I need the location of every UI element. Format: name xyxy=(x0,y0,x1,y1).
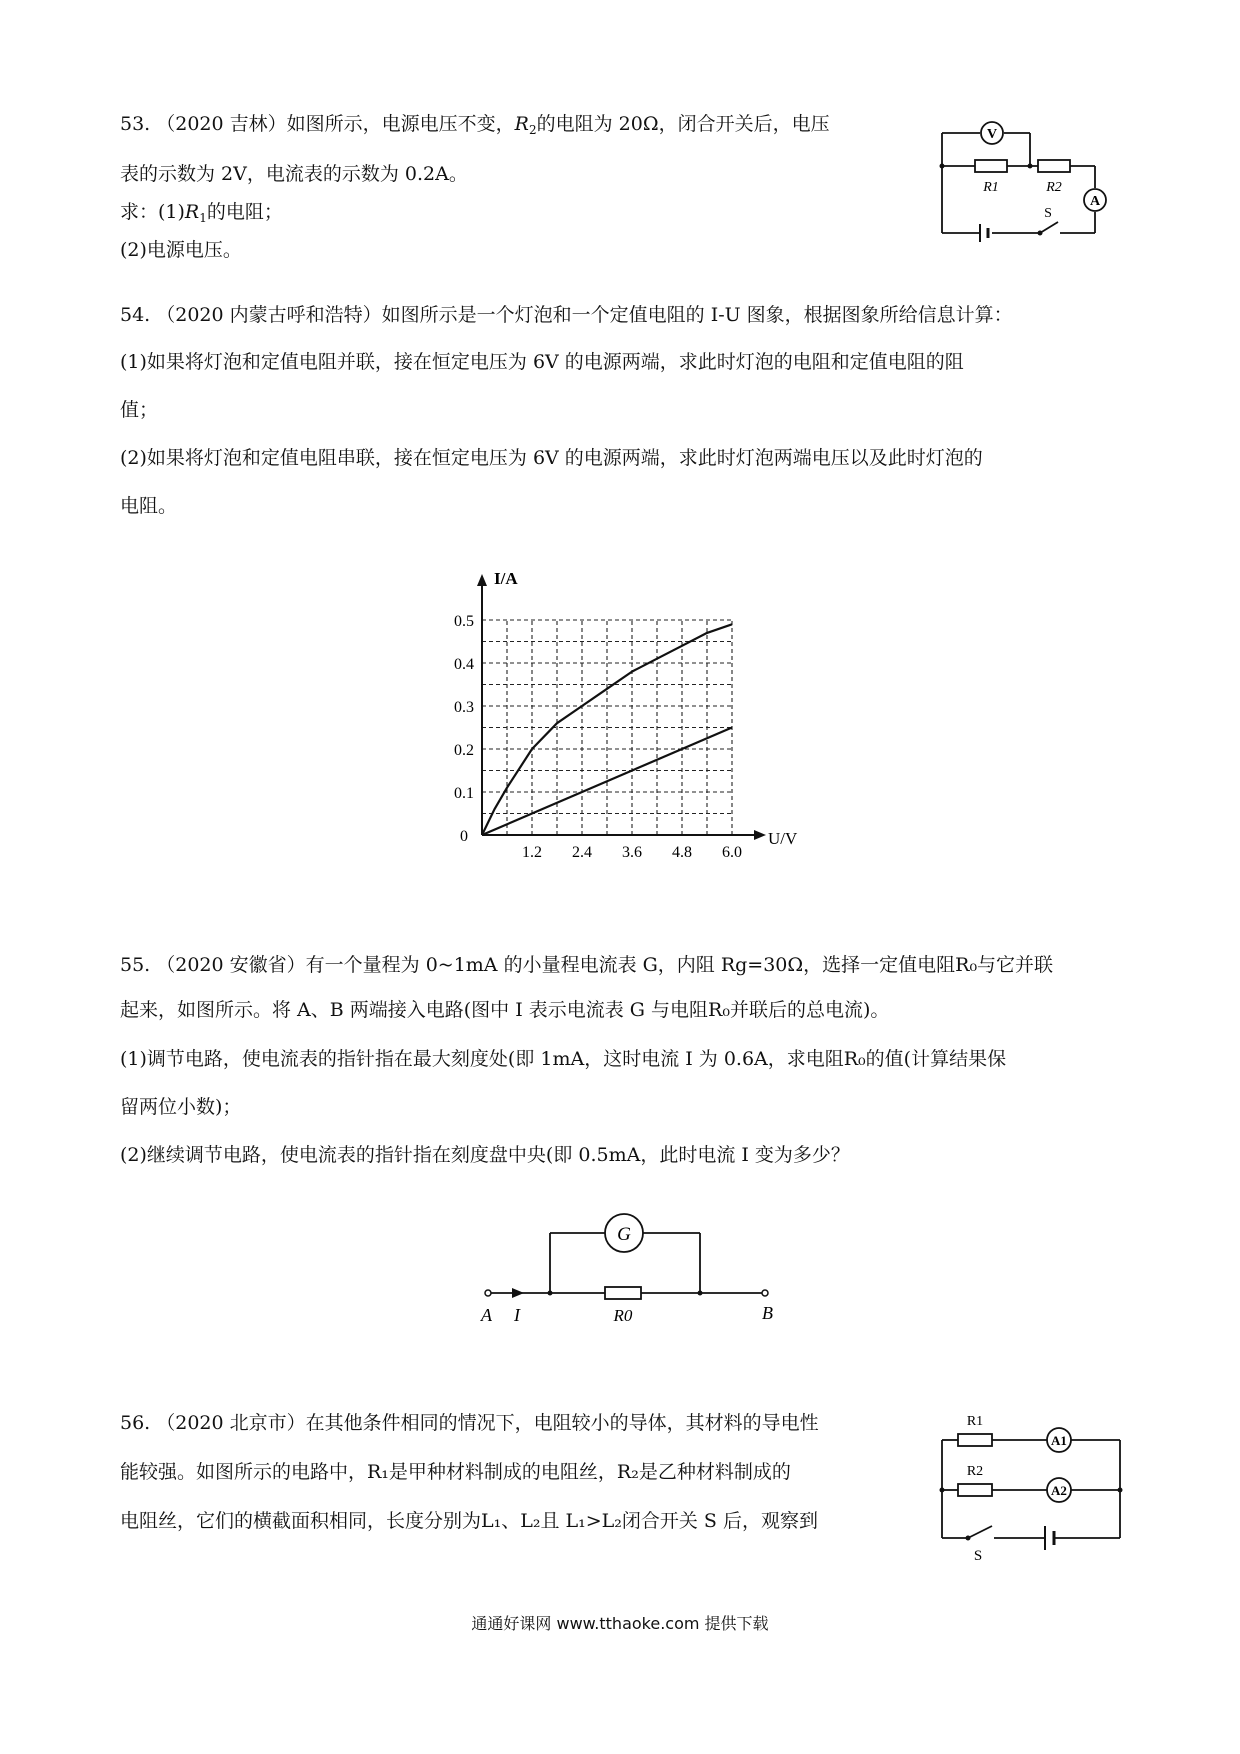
q54-line-5: 电阻。 xyxy=(120,495,178,517)
q53-ask-prefix: 求：(1) xyxy=(120,201,185,223)
q55-line-4: 留两位小数)； xyxy=(120,1096,242,1118)
q53-r1-resistor xyxy=(975,160,1007,172)
q53-r1-symbol: R xyxy=(184,201,200,223)
q56-line-3: 电阻丝，它们的横截面积相同，长度分别为L₁、L₂且 L₁>L₂闭合开关 S 后，观察到 xyxy=(120,1510,818,1532)
y-tick-label: 0.4 xyxy=(454,656,474,673)
q55-line-1: 55. （2020 安徽省）有一个量程为 0~1mA 的小量程电流表 G，内阻 Rg=30Ω，选择一定值电阻R₀与它并联 xyxy=(120,954,1054,976)
q54-line-1: 54. （2020 内蒙古呼和浩特）如图所示是一个灯泡和一个定值电阻的 I-U 图象，根据图象所给信息计算： xyxy=(120,304,1013,326)
origin-label: 0 xyxy=(460,828,468,845)
x-tick-label: 3.6 xyxy=(622,844,642,861)
x-axis-label: U/V xyxy=(768,829,798,848)
q53-circuit-diagram xyxy=(930,118,1130,248)
q54-line-4: (2)如果将灯泡和定值电阻串联，接在恒定电压为 6V 的电源两端，求此时灯泡两端电压以及此时灯泡的 xyxy=(120,447,983,469)
q56-r2-resistor xyxy=(958,1484,992,1496)
q55-current-arrow-icon xyxy=(512,1288,524,1298)
x-tick-label: 1.2 xyxy=(522,844,542,861)
q53-line-4: (2)电源电压。 xyxy=(120,239,242,261)
y-tick-label: 0.2 xyxy=(454,742,474,759)
page-footer: 通通好课网 www.tthaoke.com 提供下载 xyxy=(471,1614,769,1633)
iu-chart xyxy=(430,550,830,880)
y-axis-arrow-icon xyxy=(477,574,487,586)
q53-r2-sub: 2 xyxy=(528,123,537,137)
q53-r2-label: R2 xyxy=(1046,180,1062,195)
q53-line-2: 表的示数为 2V，电流表的示数为 0.2A。 xyxy=(120,163,468,185)
q55-terminal-a xyxy=(485,1290,491,1296)
q55-galvanometer-label: G xyxy=(617,1224,631,1245)
q56-r2-label: R2 xyxy=(966,1464,984,1479)
q53-r1-sub: 1 xyxy=(199,211,207,225)
q53-text-b: 的电阻为 20Ω，闭合开关后，电压 xyxy=(536,113,830,135)
q53-ask-suffix: 的电阻； xyxy=(206,201,283,223)
q55-label-b: B xyxy=(762,1303,773,1323)
q53-r2-resistor xyxy=(1038,160,1070,172)
q55-line-3: (1)调节电路，使电流表的指针指在最大刻度处(即 1mA，这时电流 I 为 0.6A，求电阻R₀的值(计算结果保 xyxy=(120,1048,1007,1070)
q55-circuit-diagram xyxy=(460,1200,790,1325)
q53-line-3 xyxy=(120,200,283,230)
x-tick-label: 2.4 xyxy=(572,844,592,861)
q53-voltmeter-label: V xyxy=(986,127,998,142)
y-tick-label: 0.1 xyxy=(454,785,474,802)
q55-line-2: 起来，如图所示。将 A、B 两端接入电路(图中 I 表示电流表 G 与电阻R₀并联后的总电流)。 xyxy=(120,999,890,1021)
q56-line-2: 能较强。如图所示的电路中，R₁是甲种材料制成的电阻丝，R₂是乙种材料制成的 xyxy=(120,1461,791,1483)
q55-label-r0: R0 xyxy=(613,1306,633,1325)
q56-a1-label: A1 xyxy=(1051,1433,1067,1448)
x-axis-arrow-icon xyxy=(754,830,766,840)
q53-r1-label: R1 xyxy=(983,180,999,195)
q56-r1-resistor xyxy=(958,1434,992,1446)
q56-r1-label: R1 xyxy=(966,1414,984,1429)
q56-a2-label: A2 xyxy=(1051,1483,1067,1498)
q56-circuit-diagram xyxy=(930,1398,1130,1563)
x-tick-label: 4.8 xyxy=(672,844,692,861)
q55-r0-resistor xyxy=(605,1287,641,1299)
q55-terminal-b xyxy=(762,1290,768,1296)
q56-switch-label: S xyxy=(973,1548,983,1563)
q55-label-a: A xyxy=(481,1305,492,1325)
q53-r2-symbol: R xyxy=(514,113,529,135)
x-tick-label: 6.0 xyxy=(722,844,742,861)
q53-ammeter-label: A xyxy=(1089,194,1101,209)
q56-line-1: 56. （2020 北京市）在其他条件相同的情况下，电阻较小的导体，其材料的导电性 xyxy=(120,1412,819,1434)
q53-text-a: 53. （2020 吉林）如图所示，电源电压不变， xyxy=(120,113,515,135)
q53-switch-label: S xyxy=(1044,206,1052,221)
q55-label-i: I xyxy=(514,1305,520,1325)
y-tick-label: 0.5 xyxy=(454,613,474,630)
q55-line-5: (2)继续调节电路，使电流表的指针指在刻度盘中央(即 0.5mA，此时电流 I 变为多少？ xyxy=(120,1144,850,1166)
y-axis-label: I/A xyxy=(494,569,518,588)
q54-line-2: (1)如果将灯泡和定值电阻并联，接在恒定电压为 6V 的电源两端，求此时灯泡的电阻和定值电阻的阻 xyxy=(120,351,964,373)
q53-line-1 xyxy=(120,112,830,142)
q54-line-3: 值； xyxy=(120,399,159,421)
y-tick-label: 0.3 xyxy=(454,699,474,716)
